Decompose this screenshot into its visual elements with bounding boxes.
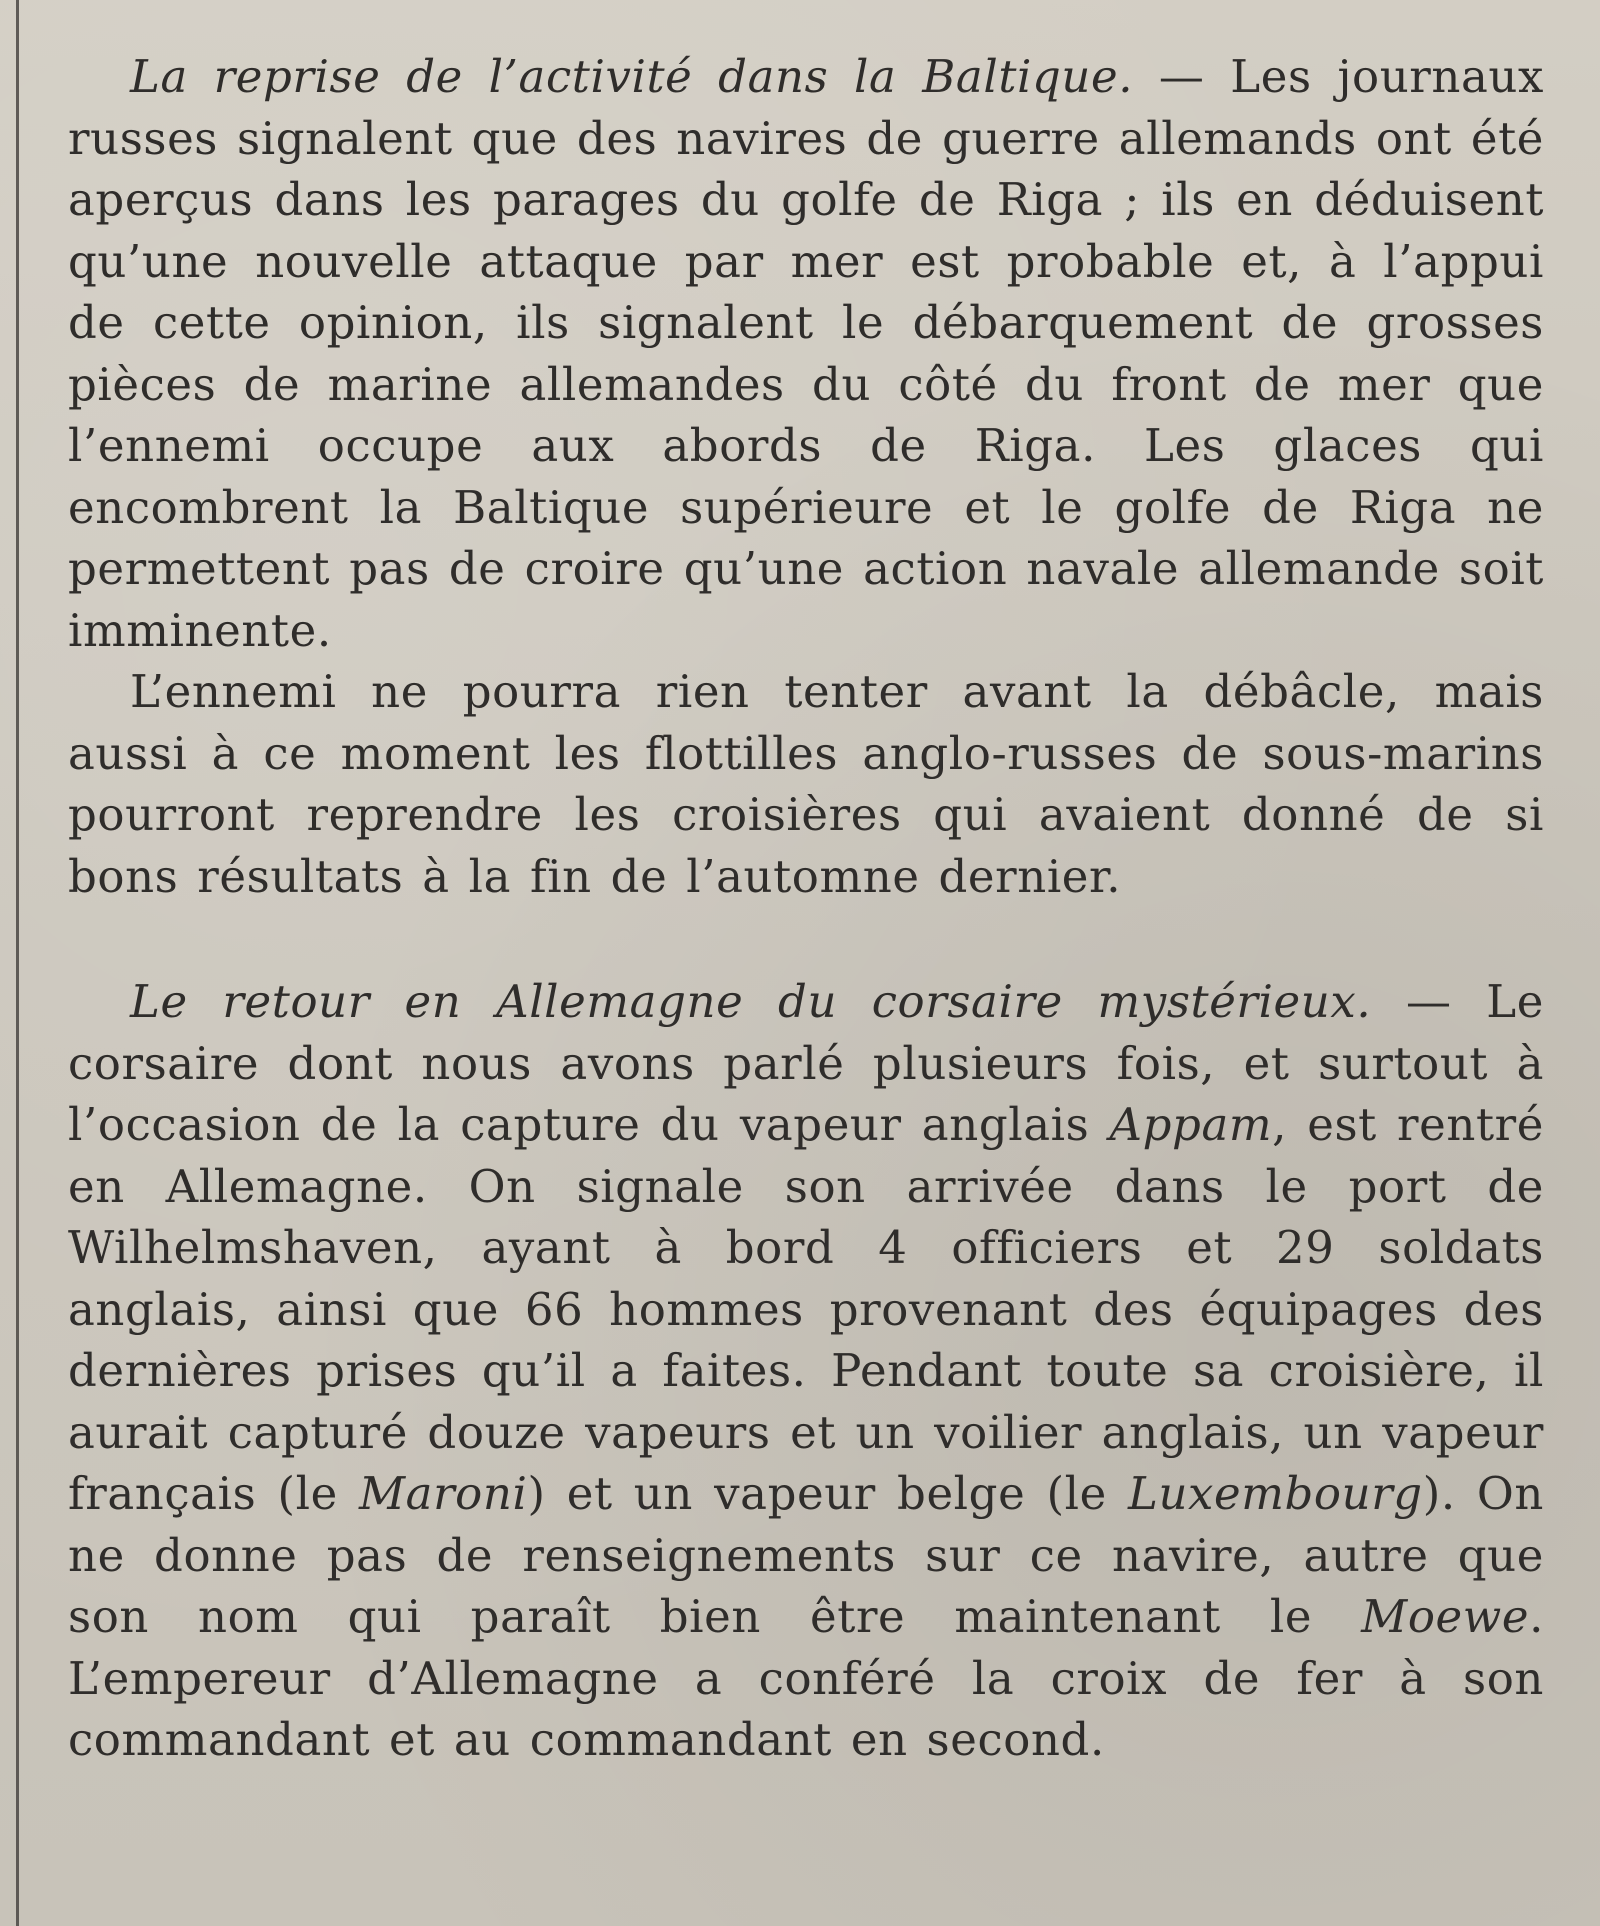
paragraph-corsaire	[68, 971, 1544, 1771]
corsaire-text-2: , est rentré en Allemagne. On signale son arrivée dans le port de Wilhelmshaven, ayant à bord 4 officiers et 29 soldats anglais, ainsi que 66 hommes provenant des équipages des dernières prises qu’il a faites. Pendant toute sa croisière, il aurait capturé douze vapeurs et un voilier anglais, un vapeur français (le	[68, 1098, 1544, 1520]
paragraph-baltic-1	[68, 46, 1544, 661]
corsaire-text-4: ). On ne donne pas de renseignements sur ce navire, autre que son nom qui paraît bien être maintenant le	[68, 1467, 1544, 1643]
corsaire-text-3: ) et un vapeur belge (le	[527, 1467, 1128, 1520]
corsaire-text-5: . L’empereur d’Allemagne a conféré la croix de fer à son commandant et au commandant en second.	[68, 1590, 1544, 1766]
ship-name-maroni: Maroni	[358, 1467, 528, 1520]
column-rule	[16, 0, 19, 1926]
baltic-text-1: Les journaux russes signalent que des navires de guerre allemands ont été aperçus dans les parages du golfe de Riga ; ils en déduisent qu’une nouvelle attaque par mer est probable et, à l’appui de cette opinion, ils signalent le débarquement de grosses pièces de marine allemandes du côté du front de mer que l’ennemi occupe aux abords de Riga. Les glaces qui encombrent la Baltique supérieure et le golfe de Riga ne permettent pas de croire qu’une action navale allemande soit imminente.	[68, 50, 1544, 657]
heading-baltic: La reprise de l’activité dans la Baltique.	[130, 50, 1134, 103]
corsaire-text-1: Le corsaire dont nous avons parlé plusieurs fois, et surtout à l’occasion de la capture du vapeur anglais	[68, 975, 1544, 1151]
heading-corsaire: Le retour en Allemagne du corsaire mystérieux.	[130, 975, 1372, 1028]
baltic-text-2: L’ennemi ne pourra rien tenter avant la débâcle, mais aussi à ce moment les flottilles anglo-russes de sous-marins pourront reprendre les croisières qui avaient donné de si bons résultats à la fin de l’automne dernier.	[68, 665, 1544, 903]
ship-name-appam: Appam	[1109, 1098, 1273, 1151]
ship-name-moewe: Moewe	[1361, 1590, 1530, 1643]
paragraph-baltic-2	[68, 661, 1544, 907]
heading-dash: —	[1371, 975, 1487, 1028]
heading-dash: —	[1133, 50, 1231, 103]
ship-name-luxembourg: Luxembourg	[1127, 1467, 1423, 1520]
section-spacer	[68, 907, 1544, 971]
article-column	[68, 46, 1544, 1771]
